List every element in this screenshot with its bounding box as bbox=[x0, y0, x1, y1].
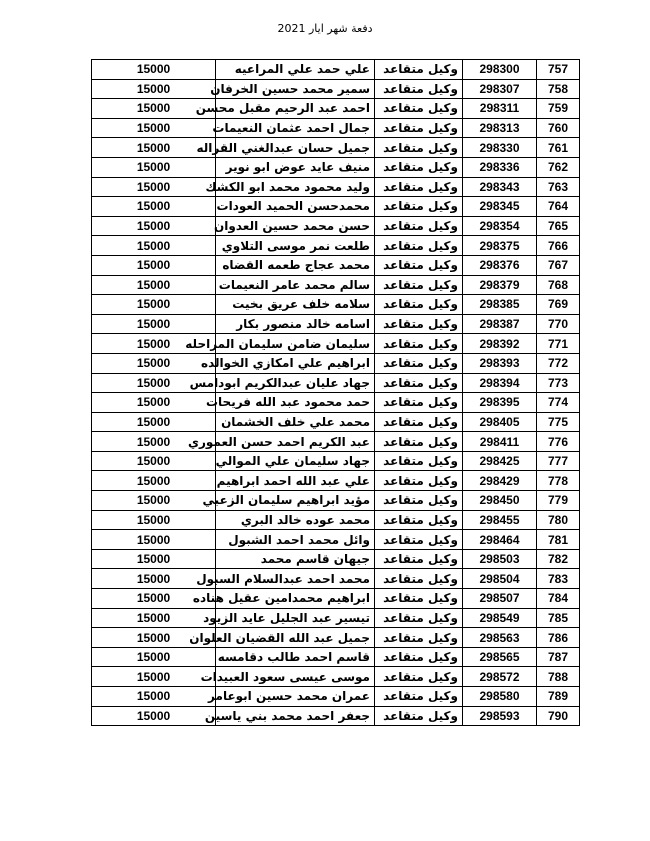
table-row bbox=[92, 608, 580, 628]
name-cell: عمران محمد حسين ابوعامر bbox=[216, 687, 375, 707]
amount-cell: 15000 bbox=[92, 314, 216, 334]
table-row bbox=[92, 667, 580, 687]
amount-cell: 15000 bbox=[92, 353, 216, 373]
name-cell: سالم محمد عامر النعيمات bbox=[216, 275, 375, 295]
amount-cell: 15000 bbox=[92, 138, 216, 158]
employee-id-cell: 298425 bbox=[463, 451, 537, 471]
name-cell: جيهان قاسم محمد bbox=[216, 549, 375, 569]
role-cell: وكيل متقاعد bbox=[375, 647, 463, 667]
amount-cell: 15000 bbox=[92, 667, 216, 687]
table-row bbox=[92, 549, 580, 569]
name-cell: اسامه خالد منصور بكار bbox=[216, 314, 375, 334]
table-row bbox=[92, 118, 580, 138]
table-row bbox=[92, 569, 580, 589]
name-cell: وليد محمود محمد ابو الكشك bbox=[216, 177, 375, 197]
table-row bbox=[92, 60, 580, 80]
employee-id-cell: 298392 bbox=[463, 334, 537, 354]
table-row bbox=[92, 275, 580, 295]
name-cell: قاسم احمد طالب دقامسه bbox=[216, 647, 375, 667]
amount-cell: 15000 bbox=[92, 589, 216, 609]
table-row bbox=[92, 393, 580, 413]
amount-cell: 15000 bbox=[92, 491, 216, 511]
table-row bbox=[92, 255, 580, 275]
role-cell: وكيل متقاعد bbox=[375, 373, 463, 393]
table-row bbox=[92, 295, 580, 315]
row-number-cell: 760 bbox=[537, 118, 580, 138]
employee-id-cell: 298507 bbox=[463, 589, 537, 609]
row-number-cell: 784 bbox=[537, 589, 580, 609]
row-number-cell: 767 bbox=[537, 255, 580, 275]
employee-id-cell: 298387 bbox=[463, 314, 537, 334]
table-row bbox=[92, 79, 580, 99]
table-row bbox=[92, 647, 580, 667]
role-cell: وكيل متقاعد bbox=[375, 314, 463, 334]
role-cell: وكيل متقاعد bbox=[375, 60, 463, 80]
employee-id-cell: 298450 bbox=[463, 491, 537, 511]
amount-cell: 15000 bbox=[92, 412, 216, 432]
row-number-cell: 765 bbox=[537, 216, 580, 236]
role-cell: وكيل متقاعد bbox=[375, 118, 463, 138]
role-cell: وكيل متقاعد bbox=[375, 549, 463, 569]
role-cell: وكيل متقاعد bbox=[375, 530, 463, 550]
role-cell: وكيل متقاعد bbox=[375, 275, 463, 295]
name-cell: سمير محمد حسين الخرفان bbox=[216, 79, 375, 99]
role-cell: وكيل متقاعد bbox=[375, 353, 463, 373]
row-number-cell: 772 bbox=[537, 353, 580, 373]
amount-cell: 15000 bbox=[92, 157, 216, 177]
table-row bbox=[92, 432, 580, 452]
role-cell: وكيل متقاعد bbox=[375, 432, 463, 452]
name-cell: ابراهيم علي امكازي الخوالده bbox=[216, 353, 375, 373]
amount-cell: 15000 bbox=[92, 177, 216, 197]
amount-cell: 15000 bbox=[92, 373, 216, 393]
table-row bbox=[92, 138, 580, 158]
row-number-cell: 776 bbox=[537, 432, 580, 452]
row-number-cell: 768 bbox=[537, 275, 580, 295]
employee-id-cell: 298411 bbox=[463, 432, 537, 452]
name-cell: جهاد عليان عبدالكريم ابودامس bbox=[216, 373, 375, 393]
payroll-table bbox=[91, 59, 580, 726]
role-cell: وكيل متقاعد bbox=[375, 255, 463, 275]
employee-id-cell: 298385 bbox=[463, 295, 537, 315]
role-cell: وكيل متقاعد bbox=[375, 138, 463, 158]
employee-id-cell: 298330 bbox=[463, 138, 537, 158]
row-number-cell: 770 bbox=[537, 314, 580, 334]
amount-cell: 15000 bbox=[92, 60, 216, 80]
role-cell: وكيل متقاعد bbox=[375, 216, 463, 236]
page-title: دفعة شهر ايار 2021 bbox=[277, 22, 373, 35]
table-row bbox=[92, 373, 580, 393]
employee-id-cell: 298563 bbox=[463, 628, 537, 648]
employee-id-cell: 298565 bbox=[463, 647, 537, 667]
employee-id-cell: 298336 bbox=[463, 157, 537, 177]
employee-id-cell: 298395 bbox=[463, 393, 537, 413]
role-cell: وكيل متقاعد bbox=[375, 334, 463, 354]
name-cell: سليمان ضامن سليمان المراحله bbox=[216, 334, 375, 354]
employee-id-cell: 298343 bbox=[463, 177, 537, 197]
amount-cell: 15000 bbox=[92, 216, 216, 236]
name-cell: محمدحسن الحميد العودات bbox=[216, 197, 375, 217]
amount-cell: 15000 bbox=[92, 608, 216, 628]
table-row bbox=[92, 236, 580, 256]
table-row bbox=[92, 216, 580, 236]
role-cell: وكيل متقاعد bbox=[375, 393, 463, 413]
role-cell: وكيل متقاعد bbox=[375, 589, 463, 609]
row-number-cell: 761 bbox=[537, 138, 580, 158]
employee-id-cell: 298394 bbox=[463, 373, 537, 393]
table-row bbox=[92, 197, 580, 217]
table-row bbox=[92, 687, 580, 707]
employee-id-cell: 298376 bbox=[463, 255, 537, 275]
name-cell: موسى عيسى سعود العبيدات bbox=[216, 667, 375, 687]
role-cell: وكيل متقاعد bbox=[375, 667, 463, 687]
table-row bbox=[92, 491, 580, 511]
row-number-cell: 783 bbox=[537, 569, 580, 589]
row-number-cell: 773 bbox=[537, 373, 580, 393]
row-number-cell: 762 bbox=[537, 157, 580, 177]
name-cell: مؤيد ابراهيم سليمان الزعبي bbox=[216, 491, 375, 511]
role-cell: وكيل متقاعد bbox=[375, 79, 463, 99]
role-cell: وكيل متقاعد bbox=[375, 628, 463, 648]
table-row bbox=[92, 471, 580, 491]
employee-id-cell: 298429 bbox=[463, 471, 537, 491]
row-number-cell: 775 bbox=[537, 412, 580, 432]
role-cell: وكيل متقاعد bbox=[375, 471, 463, 491]
table-row bbox=[92, 177, 580, 197]
amount-cell: 15000 bbox=[92, 530, 216, 550]
row-number-cell: 786 bbox=[537, 628, 580, 648]
amount-cell: 15000 bbox=[92, 628, 216, 648]
table-row bbox=[92, 451, 580, 471]
name-cell: منيف عايد عوض ابو نوير bbox=[216, 157, 375, 177]
name-cell: محمد عوده خالد البري bbox=[216, 510, 375, 530]
row-number-cell: 759 bbox=[537, 99, 580, 119]
table-row bbox=[92, 510, 580, 530]
row-number-cell: 771 bbox=[537, 334, 580, 354]
table-row bbox=[92, 99, 580, 119]
amount-cell: 15000 bbox=[92, 118, 216, 138]
employee-id-cell: 298311 bbox=[463, 99, 537, 119]
table-row bbox=[92, 706, 580, 726]
row-number-cell: 763 bbox=[537, 177, 580, 197]
row-number-cell: 758 bbox=[537, 79, 580, 99]
role-cell: وكيل متقاعد bbox=[375, 157, 463, 177]
row-number-cell: 787 bbox=[537, 647, 580, 667]
table-row bbox=[92, 314, 580, 334]
role-cell: وكيل متقاعد bbox=[375, 706, 463, 726]
amount-cell: 15000 bbox=[92, 510, 216, 530]
role-cell: وكيل متقاعد bbox=[375, 491, 463, 511]
table-body bbox=[92, 60, 580, 726]
employee-id-cell: 298313 bbox=[463, 118, 537, 138]
role-cell: وكيل متقاعد bbox=[375, 687, 463, 707]
name-cell: جميل حسان عبدالغني القراله bbox=[216, 138, 375, 158]
row-number-cell: 769 bbox=[537, 295, 580, 315]
employee-id-cell: 298300 bbox=[463, 60, 537, 80]
name-cell: حمد محمود عبد الله فريحات bbox=[216, 393, 375, 413]
name-cell: حسن محمد حسين العدوان bbox=[216, 216, 375, 236]
role-cell: وكيل متقاعد bbox=[375, 569, 463, 589]
amount-cell: 15000 bbox=[92, 295, 216, 315]
row-number-cell: 790 bbox=[537, 706, 580, 726]
amount-cell: 15000 bbox=[92, 549, 216, 569]
employee-id-cell: 298572 bbox=[463, 667, 537, 687]
row-number-cell: 785 bbox=[537, 608, 580, 628]
amount-cell: 15000 bbox=[92, 79, 216, 99]
employee-id-cell: 298345 bbox=[463, 197, 537, 217]
employee-id-cell: 298549 bbox=[463, 608, 537, 628]
name-cell: سلامه خلف عريق بخيت bbox=[216, 295, 375, 315]
amount-cell: 15000 bbox=[92, 255, 216, 275]
employee-id-cell: 298580 bbox=[463, 687, 537, 707]
name-cell: طلعت نمر موسى التلاوي bbox=[216, 236, 375, 256]
role-cell: وكيل متقاعد bbox=[375, 236, 463, 256]
name-cell: ابراهيم محمدامين عقيل هناده bbox=[216, 589, 375, 609]
name-cell: محمد علي خلف الخشمان bbox=[216, 412, 375, 432]
name-cell: وائل محمد احمد الشبول bbox=[216, 530, 375, 550]
table-row bbox=[92, 628, 580, 648]
row-number-cell: 764 bbox=[537, 197, 580, 217]
name-cell: علي عبد الله احمد ابراهيم bbox=[216, 471, 375, 491]
table-row bbox=[92, 589, 580, 609]
role-cell: وكيل متقاعد bbox=[375, 295, 463, 315]
employee-id-cell: 298464 bbox=[463, 530, 537, 550]
amount-cell: 15000 bbox=[92, 706, 216, 726]
row-number-cell: 782 bbox=[537, 549, 580, 569]
employee-id-cell: 298307 bbox=[463, 79, 537, 99]
name-cell: جعفر احمد محمد بني ياسين bbox=[216, 706, 375, 726]
role-cell: وكيل متقاعد bbox=[375, 99, 463, 119]
row-number-cell: 778 bbox=[537, 471, 580, 491]
table-row bbox=[92, 334, 580, 354]
role-cell: وكيل متقاعد bbox=[375, 608, 463, 628]
row-number-cell: 757 bbox=[537, 60, 580, 80]
row-number-cell: 766 bbox=[537, 236, 580, 256]
amount-cell: 15000 bbox=[92, 334, 216, 354]
name-cell: عبد الكريم احمد حسن العموري bbox=[216, 432, 375, 452]
name-cell: جمال احمد عثمان النعيمات bbox=[216, 118, 375, 138]
table-row bbox=[92, 157, 580, 177]
employee-id-cell: 298593 bbox=[463, 706, 537, 726]
name-cell: جهاد سليمان علي الموالي bbox=[216, 451, 375, 471]
employee-id-cell: 298504 bbox=[463, 569, 537, 589]
amount-cell: 15000 bbox=[92, 569, 216, 589]
role-cell: وكيل متقاعد bbox=[375, 177, 463, 197]
amount-cell: 15000 bbox=[92, 647, 216, 667]
name-cell: محمد احمد عبدالسلام السبول bbox=[216, 569, 375, 589]
name-cell: علي حمد علي المراعيه bbox=[216, 60, 375, 80]
employee-id-cell: 298375 bbox=[463, 236, 537, 256]
amount-cell: 15000 bbox=[92, 275, 216, 295]
employee-id-cell: 298393 bbox=[463, 353, 537, 373]
employee-id-cell: 298405 bbox=[463, 412, 537, 432]
amount-cell: 15000 bbox=[92, 432, 216, 452]
amount-cell: 15000 bbox=[92, 197, 216, 217]
amount-cell: 15000 bbox=[92, 451, 216, 471]
amount-cell: 15000 bbox=[92, 393, 216, 413]
role-cell: وكيل متقاعد bbox=[375, 510, 463, 530]
table-row bbox=[92, 353, 580, 373]
employee-id-cell: 298503 bbox=[463, 549, 537, 569]
employee-id-cell: 298379 bbox=[463, 275, 537, 295]
table-row bbox=[92, 530, 580, 550]
employee-id-cell: 298455 bbox=[463, 510, 537, 530]
amount-cell: 15000 bbox=[92, 236, 216, 256]
row-number-cell: 774 bbox=[537, 393, 580, 413]
name-cell: جميل عبد الله القضيان العلوان bbox=[216, 628, 375, 648]
name-cell: محمد عجاج طعمه القضاه bbox=[216, 255, 375, 275]
role-cell: وكيل متقاعد bbox=[375, 451, 463, 471]
table-row bbox=[92, 412, 580, 432]
row-number-cell: 777 bbox=[537, 451, 580, 471]
role-cell: وكيل متقاعد bbox=[375, 197, 463, 217]
row-number-cell: 788 bbox=[537, 667, 580, 687]
row-number-cell: 789 bbox=[537, 687, 580, 707]
role-cell: وكيل متقاعد bbox=[375, 412, 463, 432]
amount-cell: 15000 bbox=[92, 687, 216, 707]
name-cell: تيسير عبد الجليل عايد الزيود bbox=[216, 608, 375, 628]
name-cell: احمد عبد الرحيم مقبل محسن bbox=[216, 99, 375, 119]
amount-cell: 15000 bbox=[92, 471, 216, 491]
row-number-cell: 780 bbox=[537, 510, 580, 530]
row-number-cell: 779 bbox=[537, 491, 580, 511]
amount-cell: 15000 bbox=[92, 99, 216, 119]
employee-id-cell: 298354 bbox=[463, 216, 537, 236]
row-number-cell: 781 bbox=[537, 530, 580, 550]
